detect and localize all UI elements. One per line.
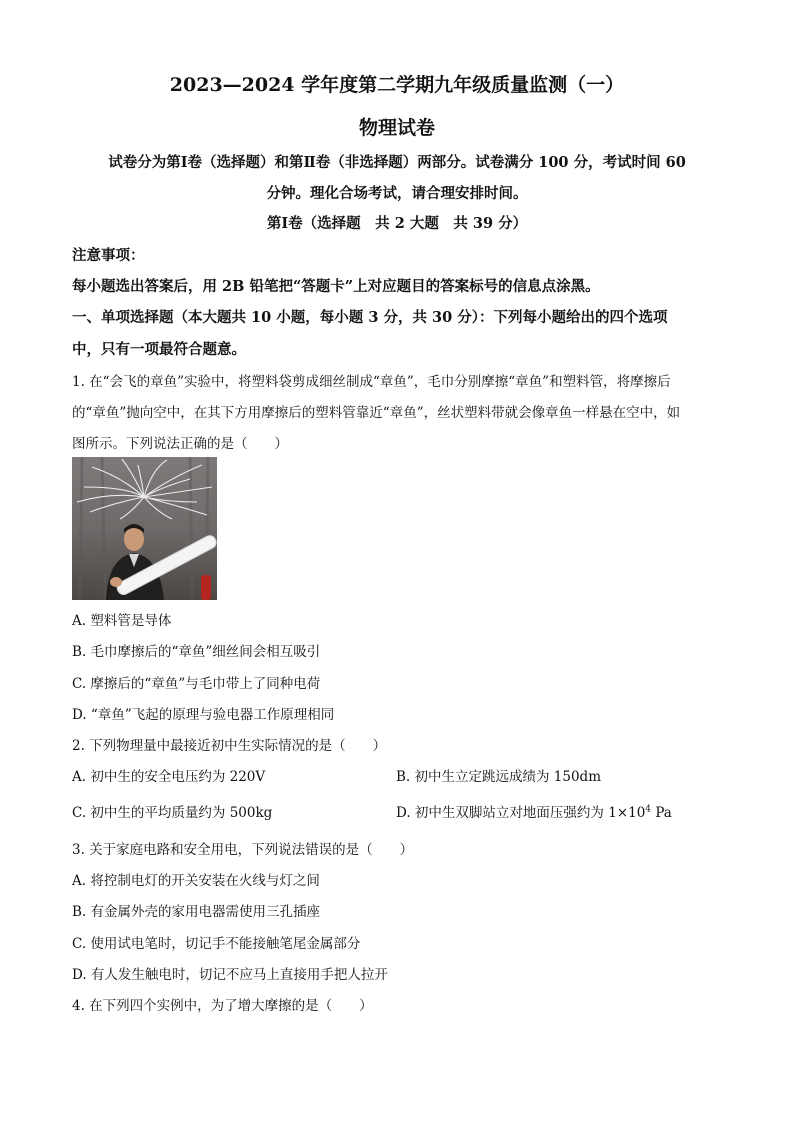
q4-stem: 4. 在下列四个实例中，为了增大摩擦的是（ ） xyxy=(72,998,373,1014)
flying-octopus-photo xyxy=(72,457,217,600)
q3-option-a: A. 将控制电灯的开关安装在火线与灯之间 xyxy=(72,873,320,889)
section-one-line-1: 一、单项选择题（本大题共 10 小题，每小题 3 分，共 30 分）：下列每小题给出的四个选项 xyxy=(72,309,668,326)
q1-option-b: B. 毛巾摩擦后的“章鱼”细丝间会相互吸引 xyxy=(72,644,321,660)
q2-option-a: A. 初中生的安全电压约为 220V xyxy=(72,769,266,785)
part-one-heading: 第Ⅰ卷（选择题 共 2 大题 共 39 分） xyxy=(266,215,528,232)
intro-line-2: 分钟。理化合场考试，请合理安排时间。 xyxy=(266,185,528,202)
intro-line-1: 试卷分为第Ⅰ卷（选择题）和第Ⅱ卷（非选择题）两部分。试卷满分 100 分，考试时间 60 xyxy=(108,154,686,171)
q3-option-b: B. 有金属外壳的家用电器需使用三孔插座 xyxy=(72,904,321,920)
q2-option-c: C. 初中生的平均质量约为 500kg xyxy=(72,805,273,821)
exam-title: 2023—2024 学年度第二学期九年级质量监测（一） xyxy=(169,74,625,96)
q1-option-d: D. “章鱼”飞起的原理与验电器工作原理相同 xyxy=(72,707,335,723)
q1-option-a: A. 塑料管是导体 xyxy=(72,613,172,629)
q2-option-b: B. 初中生立定跳远成绩为 150dm xyxy=(396,769,602,785)
notice-text: 每小题选出答案后，用 2B 铅笔把“答题卡”上对应题目的答案标号的信息点涂黑。 xyxy=(72,278,600,295)
q2-option-d xyxy=(396,801,672,821)
photo-illustration xyxy=(72,457,217,600)
q1-stem-line-3: 图所示。下列说法正确的是（ ） xyxy=(72,436,288,452)
q1-stem-line-2: 的“章鱼”抛向空中，在其下方用摩擦后的塑料管靠近“章鱼”，丝状塑料带就会像章鱼一样悬在空中，如 xyxy=(72,405,681,421)
q1-stem-line-1: 1. 在“会飞的章鱼”实验中，将塑料袋剪成细丝制成“章鱼”，毛巾分别摩擦“章鱼”和塑料管，将摩擦后 xyxy=(72,374,671,390)
section-one-line-2: 中，只有一项最符合题意。 xyxy=(72,341,246,358)
q2-stem: 2. 下列物理量中最接近初中生实际情况的是（ ） xyxy=(72,738,387,754)
notice-heading: 注意事项： xyxy=(72,247,145,264)
q3-stem: 3. 关于家庭电路和安全用电，下列说法错误的是（ ） xyxy=(72,842,414,858)
q2-option-d-text: D. 初中生双脚站立对地面压强约为 1×10 xyxy=(396,805,646,821)
subject-title: 物理试卷 xyxy=(358,117,435,139)
q2-option-d-unit: Pa xyxy=(651,805,672,821)
q3-option-d: D. 有人发生触电时，切记不应马上直接用手把人拉开 xyxy=(72,967,388,983)
q1-option-c: C. 摩擦后的“章鱼”与毛巾带上了同种电荷 xyxy=(72,676,321,692)
q2-option-d-exponent: 4 xyxy=(645,804,652,815)
q3-option-c: C. 使用试电笔时，切记手不能接触笔尾金属部分 xyxy=(72,936,361,952)
